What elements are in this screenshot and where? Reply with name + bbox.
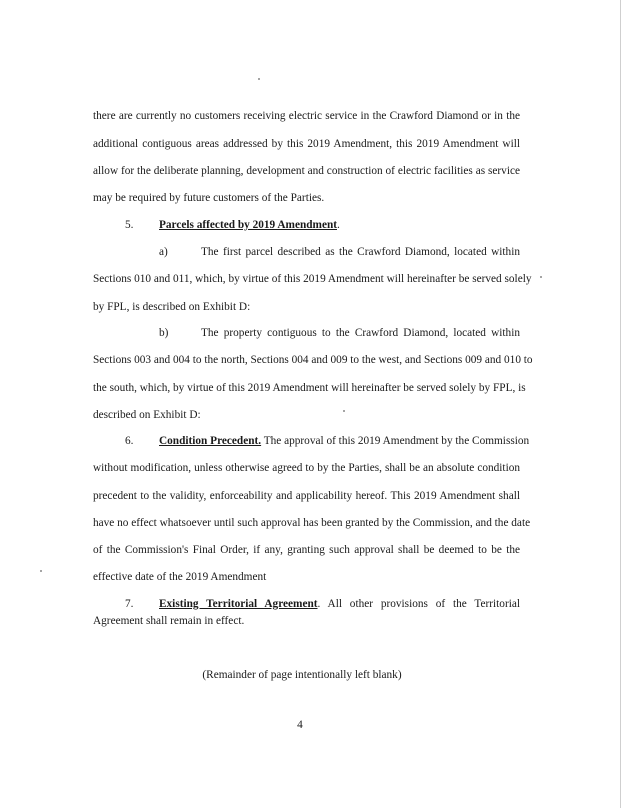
paragraph-line: additional contiguous areas addressed by this 2019 Amendment, this 2019 Amendment will (93, 138, 520, 150)
paragraph-line: The first parcel described as the Crawford Diamond, located within (201, 246, 520, 258)
list-marker: a) (159, 246, 168, 258)
paragraph-line: Agreement shall remain in effect. (93, 615, 245, 627)
paragraph-line: described on Exhibit D: (93, 409, 201, 421)
paragraph-line: effective date of the 2019 Amendment (93, 571, 267, 583)
section-heading-text: Condition Precedent. (159, 435, 262, 447)
paragraph-line: have no effect whatsoever until such approval has been granted by the Commission, and the date (93, 517, 531, 529)
paragraph-line: by FPL, is described on Exhibit D: (93, 301, 251, 313)
paragraph-line: the south, which, by virtue of this 2019 Amendment will hereinafter be served solely by FPL, is (93, 382, 526, 394)
paragraph-line (159, 434, 530, 448)
section-number: 6. (125, 435, 134, 447)
paragraph-line: there are currently no customers receiving electric service in the Crawford Diamond or in the (93, 110, 520, 122)
page-number: 4 (297, 719, 303, 731)
paragraph-line (159, 597, 520, 611)
paragraph-text: . All other provisions of the Territorial (317, 598, 520, 610)
section-number: 5. (125, 219, 134, 231)
section-heading (159, 218, 340, 232)
paragraph-line: without modification, unless otherwise agreed to by the Parties, shall be an absolute condition (93, 462, 520, 474)
paragraph-line: allow for the deliberate planning, development and construction of electric facilities as service (93, 165, 520, 177)
section-number: 7. (125, 598, 134, 610)
scan-speck (343, 410, 345, 412)
section-heading-text: Existing Territorial Agreement (159, 598, 318, 610)
paragraph-text: The approval of this 2019 Amendment by the Commission (263, 435, 530, 447)
paragraph-line: The property contiguous to the Crawford Diamond, located within (201, 327, 520, 339)
section-heading-punct: . (337, 219, 340, 231)
scan-speck (40, 570, 42, 572)
paragraph-line: Sections 010 and 011, which, by virtue of this 2019 Amendment will hereinafter be served solely (93, 273, 532, 285)
paragraph-line: of the Commission's Final Order, if any, granting such approval shall be deemed to be the (93, 544, 520, 556)
scan-speck (258, 78, 260, 80)
remainder-note: (Remainder of page intentionally left blank) (202, 669, 402, 681)
list-marker: b) (159, 327, 169, 339)
paragraph-line: precedent to the validity, enforceability and applicability hereof. This 2019 Amendment shall (93, 490, 520, 502)
scan-edge-line (620, 0, 621, 808)
paragraph-line: may be required by future customers of the Parties. (93, 192, 325, 204)
section-heading-text: Parcels affected by 2019 Amendment (159, 219, 337, 231)
scan-speck (540, 276, 542, 278)
paragraph-line: Sections 003 and 004 to the north, Sections 004 and 009 to the west, and Sections 009 and 010 to (93, 354, 533, 366)
